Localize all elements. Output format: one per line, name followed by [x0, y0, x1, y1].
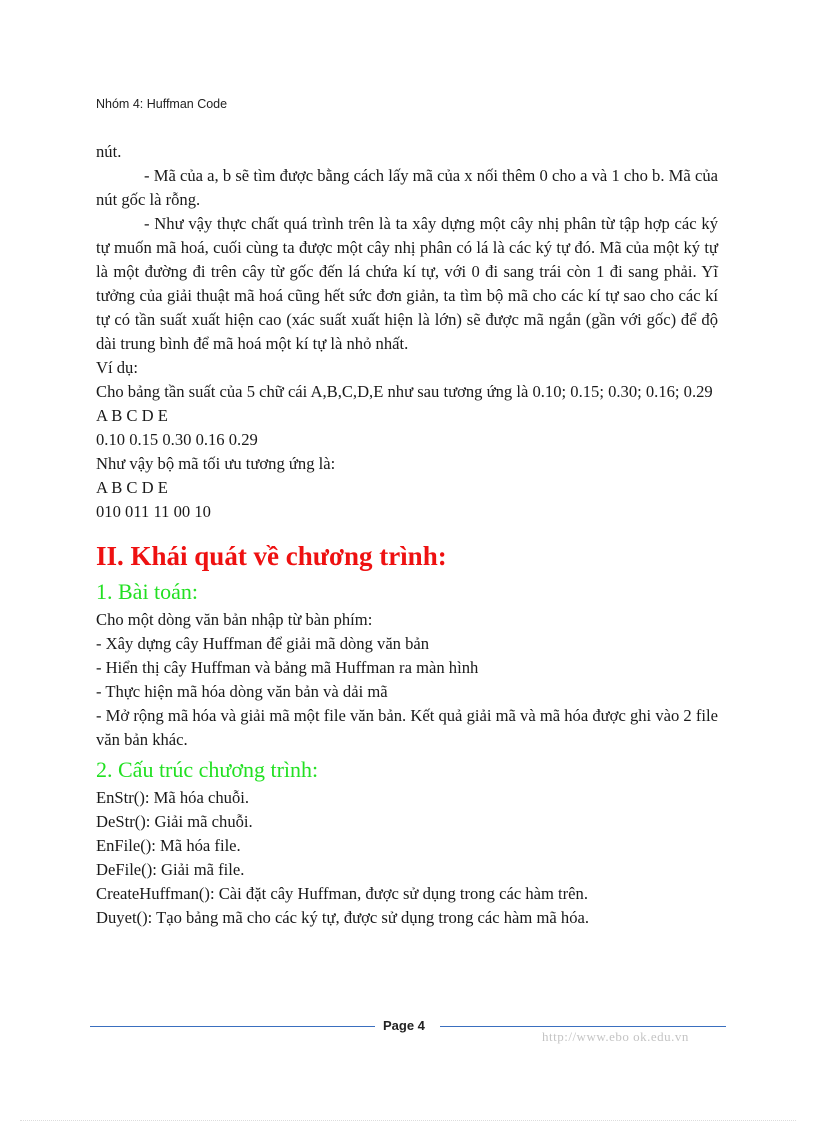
example-label: Ví dụ: — [96, 358, 138, 377]
structure-line: Duyet(): Tạo bảng mã cho các ký tự, được sử dụng trong các hàm mã hóa. — [96, 908, 590, 927]
page-number: Page 4 — [383, 1018, 425, 1033]
paragraph-3: - Như vậy thực chất quá trình trên là ta xây dựng một cây nhị phân từ tập hợp các ký tự muốn mã hoá, cuối cùng ta được một cây nhị phân có lá là các ký tự đó. Mã của một ký tự là một đường đi trên cây từ gốc đến lá chứa kí tự, với 0 đi sang trái còn 1 đi sang phải. Yĩ tưởng của giải thuật mã hoá cũng hết sức đơn giản, ta tìm bộ mã cho các kí tự sao cho các kí tự có tần suất xuất hiện cao (xác suất xuất hiện là lớn) sẽ được mã ngắn (gần với gốc) để độ dài trung bình để mã hoá một kí tự là nhỏ nhất. — [96, 214, 718, 353]
subsection-2-heading: 2. Cấu trúc chương trình: — [96, 757, 319, 782]
problem-line: - Mở rộng mã hóa và giải mã một file văn bản. Kết quả giải mã và mã hóa được ghi vào 2 file văn bản khác. — [96, 706, 718, 749]
structure-line: DeFile(): Giải mã file. — [96, 860, 245, 879]
problem-line: Cho một dòng văn bản nhập từ bàn phím: — [96, 610, 373, 629]
footer-rule-right — [440, 1026, 726, 1027]
letters-row-2: A B C D E — [96, 478, 168, 497]
optimal-code-label: Như vậy bộ mã tối ưu tương ứng là: — [96, 454, 336, 473]
problem-line: - Hiển thị cây Huffman và bảng mã Huffman ra màn hình — [96, 658, 479, 677]
footer-rule-left — [90, 1026, 375, 1027]
paragraph-1: nút. — [96, 142, 122, 161]
problem-line: - Xây dựng cây Huffman để giải mã dòng văn bản — [96, 634, 430, 653]
page-header: Nhóm 4: Huffman Code — [96, 97, 228, 111]
structure-line: DeStr(): Giải mã chuỗi. — [96, 812, 253, 831]
structure-line: CreateHuffman(): Cài đặt cây Huffman, được sử dụng trong các hàm trên. — [96, 884, 588, 903]
structure-line: EnStr(): Mã hóa chuỗi. — [96, 788, 249, 807]
problem-line: - Thực hiện mã hóa dòng văn bản và dải mã — [96, 682, 388, 701]
section-2-heading: II. Khái quát về chương trình: — [96, 541, 447, 571]
codes-row: 010 011 11 00 10 — [96, 502, 211, 521]
frequencies-row: 0.10 0.15 0.30 0.16 0.29 — [96, 430, 258, 449]
structure-line: EnFile(): Mã hóa file. — [96, 836, 241, 855]
watermark-url: http://www.ebo ok.edu.vn — [542, 1029, 689, 1044]
letters-row-1: A B C D E — [96, 406, 168, 425]
example-description: Cho bảng tần suất của 5 chữ cái A,B,C,D,E như sau tương ứng là 0.10; 0.15; 0.30; 0.16; 0.29 — [96, 382, 713, 401]
subsection-1-heading: 1. Bài toán: — [96, 579, 199, 604]
document-body — [96, 140, 718, 930]
paragraph-2: - Mã của a, b sẽ tìm được bằng cách lấy mã của x nối thêm 0 cho a và 1 cho b. Mã của nút gốc là rỗng. — [96, 166, 718, 209]
page-bottom-border — [20, 1120, 796, 1121]
